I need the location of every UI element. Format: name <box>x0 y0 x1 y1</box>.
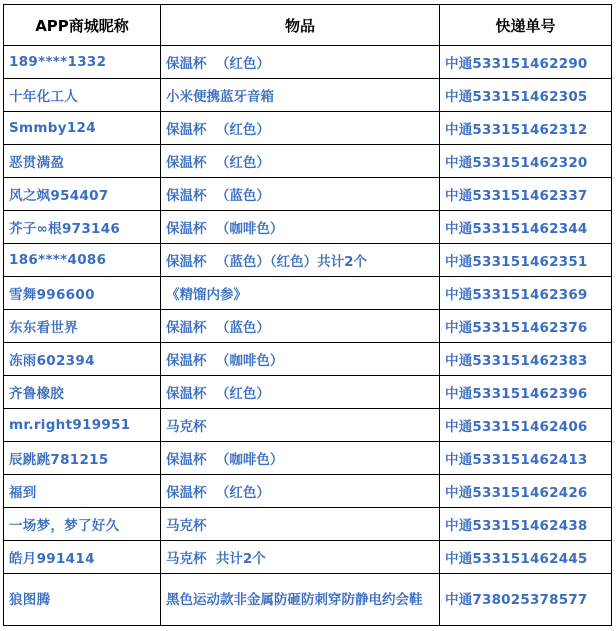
item-cell: 保温杯 （红色） <box>161 112 440 145</box>
tracking-cell: 中通533151462320 <box>440 145 612 178</box>
header-nickname: APP商城昵称 <box>4 5 161 46</box>
nickname-cell: 福到 <box>4 475 161 508</box>
tracking-cell: 中通533151462376 <box>440 310 612 343</box>
nickname-cell: 十年化工人 <box>4 79 161 112</box>
table-row <box>4 277 612 310</box>
tracking-cell: 中通533151462305 <box>440 79 612 112</box>
table-row <box>4 409 612 442</box>
shipping-table <box>3 4 612 626</box>
table-body <box>4 46 612 626</box>
item-cell: 马克杯 共计2个 <box>161 541 440 574</box>
table-row <box>4 508 612 541</box>
item-cell: 马克杯 <box>161 508 440 541</box>
tracking-cell: 中通533151462312 <box>440 112 612 145</box>
item-cell: 小米便携蓝牙音箱 <box>161 79 440 112</box>
table-row <box>4 574 612 626</box>
table-row <box>4 211 612 244</box>
table-row <box>4 79 612 112</box>
item-cell: 保温杯 （红色） <box>161 46 440 79</box>
tracking-cell: 中通533151462369 <box>440 277 612 310</box>
tracking-cell: 中通738025378577 <box>440 574 612 626</box>
tracking-cell: 中通533151462413 <box>440 442 612 475</box>
nickname-cell: 齐鲁橡胶 <box>4 376 161 409</box>
nickname-cell: 东东看世界 <box>4 310 161 343</box>
table-row <box>4 343 612 376</box>
tracking-cell: 中通533151462406 <box>440 409 612 442</box>
table-row <box>4 46 612 79</box>
item-cell: 黑色运动款非金属防砸防刺穿防静电约会鞋 <box>161 574 440 626</box>
nickname-cell: mr.right919951 <box>4 409 161 442</box>
tracking-cell: 中通533151462337 <box>440 178 612 211</box>
item-cell: 保温杯 （蓝色）（红色）共计2个 <box>161 244 440 277</box>
tracking-cell: 中通533151462383 <box>440 343 612 376</box>
item-cell: 保温杯 （红色） <box>161 376 440 409</box>
header-item: 物品 <box>161 5 440 46</box>
table-row <box>4 178 612 211</box>
table-row <box>4 475 612 508</box>
item-cell: 保温杯 （咖啡色） <box>161 442 440 475</box>
nickname-cell: 冻雨602394 <box>4 343 161 376</box>
nickname-cell: 风之飒954407 <box>4 178 161 211</box>
nickname-cell: 恶贯满盈 <box>4 145 161 178</box>
item-cell: 保温杯 （红色） <box>161 475 440 508</box>
table-row <box>4 310 612 343</box>
table-row <box>4 112 612 145</box>
item-cell: 保温杯 （红色） <box>161 145 440 178</box>
item-cell: 保温杯 （蓝色） <box>161 178 440 211</box>
table-row <box>4 541 612 574</box>
nickname-cell: 雪舞996600 <box>4 277 161 310</box>
table-row <box>4 376 612 409</box>
tracking-cell: 中通533151462344 <box>440 211 612 244</box>
nickname-cell: Smmby124 <box>4 112 161 145</box>
header-row <box>4 5 612 46</box>
item-cell: 保温杯 （蓝色） <box>161 310 440 343</box>
table-row <box>4 442 612 475</box>
nickname-cell: 一场梦，梦了好久 <box>4 508 161 541</box>
nickname-cell: 189****1332 <box>4 46 161 79</box>
nickname-cell: 186****4086 <box>4 244 161 277</box>
item-cell: 保温杯 （咖啡色） <box>161 343 440 376</box>
nickname-cell: 皓月991414 <box>4 541 161 574</box>
tracking-cell: 中通533151462396 <box>440 376 612 409</box>
item-cell: 马克杯 <box>161 409 440 442</box>
tracking-cell: 中通533151462351 <box>440 244 612 277</box>
item-cell: 保温杯 （咖啡色） <box>161 211 440 244</box>
tracking-cell: 中通533151462445 <box>440 541 612 574</box>
item-cell: 《精馏内参》 <box>161 277 440 310</box>
nickname-cell: 芥子∞根973146 <box>4 211 161 244</box>
nickname-cell: 狼图腾 <box>4 574 161 626</box>
nickname-cell: 辰跳跳781215 <box>4 442 161 475</box>
table-row <box>4 145 612 178</box>
tracking-cell: 中通533151462426 <box>440 475 612 508</box>
table-row <box>4 244 612 277</box>
tracking-cell: 中通533151462438 <box>440 508 612 541</box>
tracking-cell: 中通533151462290 <box>440 46 612 79</box>
header-tracking-number: 快递单号 <box>440 5 612 46</box>
